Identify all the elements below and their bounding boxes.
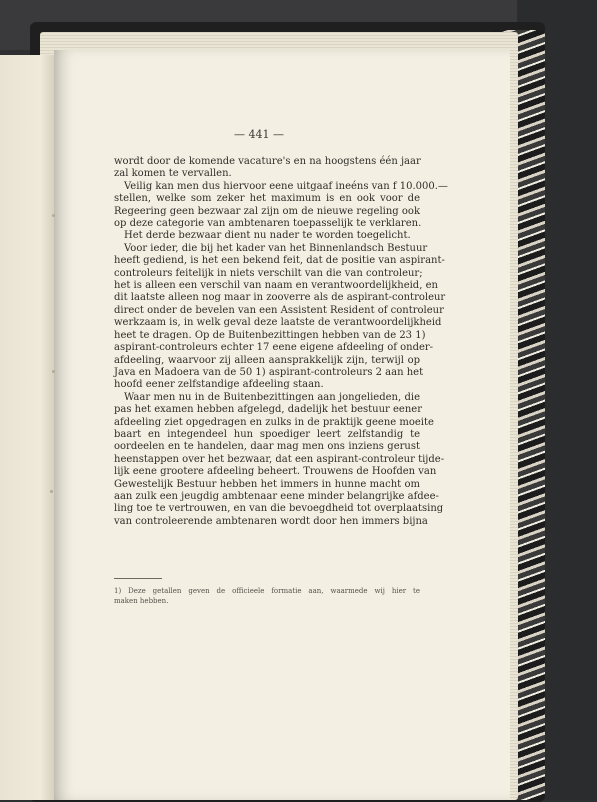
text-line: afdeeling, waarvoor zij alleen aansprakkelijk zijn, terwijl op <box>114 354 420 366</box>
text-line: werkzaam is, in welk geval deze laatste de verantwoordelijkheid <box>114 317 442 329</box>
text-line: hoofd eener zelfstandige afdeeling staan. <box>114 379 324 391</box>
text-line: aspirant-controleurs echter 17 eene eigene afdeeling of onder- <box>114 342 434 354</box>
text-line: heeft gediend, is het een bekend feit, dat de positie van aspirant- <box>114 255 445 267</box>
left-page-edge <box>0 55 58 800</box>
text-line: van controleerende ambtenaren wordt door hen immers bijna <box>114 515 428 527</box>
text-line: op deze categorie van ambtenaren toepasselijk te verklaren. <box>114 218 422 230</box>
text-line: baart en integendeel hun spoediger leert zelfstandig te <box>114 428 420 440</box>
text-line: oordeelen en te handelen, daar mag men ons inziens gerust <box>114 441 420 453</box>
text-line: lijk eene grootere afdeeling beheert. Trouwens de Hoofden van <box>114 466 437 478</box>
text-line: dit laatste alleen nog maar in zooverre als de aspirant-controleur <box>114 292 446 304</box>
text-line: het is alleen een verschil van naam en verantwoordelijkheid, en <box>114 280 438 292</box>
text-line: Voor ieder, die bij het kader van het Binnenlandsch Bestuur <box>124 242 428 254</box>
text-line: aan zulk een jeugdig ambtenaar eene minder belangrijke afdee- <box>114 490 439 502</box>
text-line: Gewestelijk Bestuur hebben het immers in hunne macht om <box>114 478 420 490</box>
margin-mark <box>50 490 53 493</box>
footnote <box>114 586 420 606</box>
text-line: ling toe te vertrouwen, en van die bevoegdheid tot overplaatsing <box>114 503 444 515</box>
text-line: stellen, welke som zeker het maximum is en ook voor de <box>114 193 420 205</box>
margin-mark <box>52 214 55 217</box>
text-line: Java en Madoera van de 50 1) aspirant-controleurs 2 aan het <box>114 366 424 378</box>
margin-mark <box>52 370 55 373</box>
text-line: Waar men nu in de Buitenbezittingen aan jongelieden, die <box>124 391 420 403</box>
text-line: controleurs feitelijk in niets verschilt van die van controleur; <box>114 267 423 279</box>
page-number: — 441 — <box>234 128 284 141</box>
text-line: afdeeling ziet opgedragen en zulks in de praktijk geene moeite <box>114 416 434 428</box>
text-line: zal komen te vervallen. <box>114 168 232 180</box>
text-line: Veilig kan men dus hiervoor eene uitgaaf ineéns van f 10.000.— <box>124 180 448 192</box>
text-line: heet te dragen. Op de Buitenbezittingen hebben van de 23 1) <box>114 329 426 341</box>
text-line: Het derde bezwaar dient nu nader te worden toegelicht. <box>124 230 411 242</box>
text-line: pas het examen hebben afgelegd, dadelijk het bestuur eener <box>114 404 422 416</box>
footnote-line: maken hebben. <box>114 597 169 605</box>
body-text <box>114 156 448 528</box>
text-line: Regeering geen bezwaar zal zijn om de nieuwe regeling ook <box>114 205 420 217</box>
text-line: wordt door de komende vacature's en na hoogstens één jaar <box>114 156 421 167</box>
footnote-rule <box>114 578 162 579</box>
text-line: direct onder de bevelen van een Assistent Resident of controleur <box>114 304 444 316</box>
footnote-line: 1) Deze getallen geven de officieele formatie aan, waarmede wij hier te <box>114 587 420 595</box>
text-line: heenstappen over het bezwaar, dat een aspirant-controleur tijde- <box>114 453 445 465</box>
